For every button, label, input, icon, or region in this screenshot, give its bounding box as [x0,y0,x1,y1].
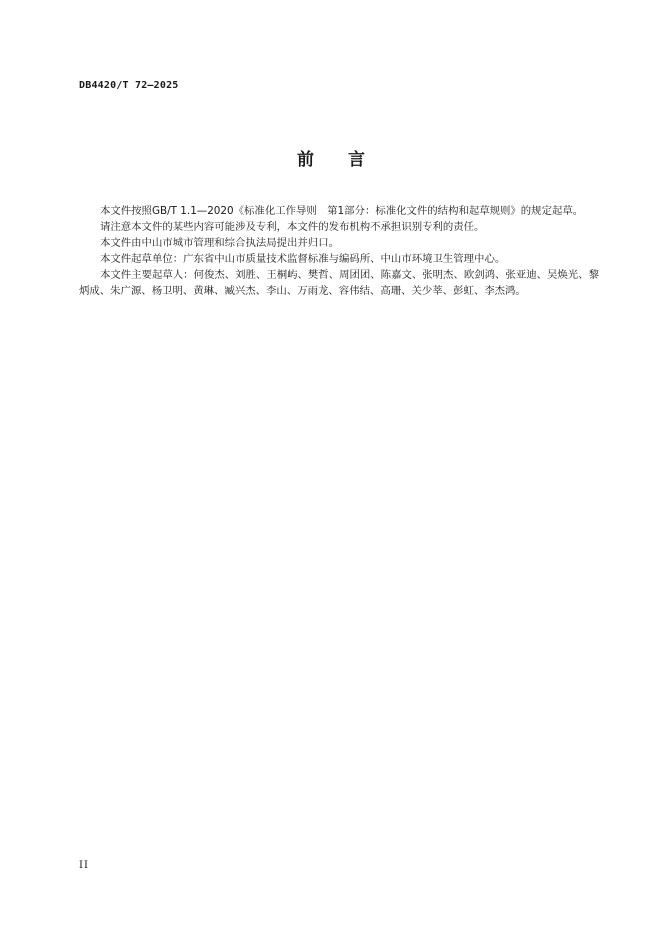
document-code: DB4420/T 72—2025 [79,80,179,91]
paragraph-drafters: 本文件主要起草人：何俊杰、刘胜、王桐屿、樊哲、周团团、陈嘉文、张明杰、欧剑鸿、张亚迪、吴焕光、黎炳成、朱广源、杨卫明、黄琳、臧兴杰、李山、万雨龙、容伟结、高珊、关少莘、彭虹、李杰鸿。 [79,269,599,297]
title-char-2: 言 [348,150,365,170]
paragraph-drafting-units: 本文件起草单位：广东省中山市质量技术监督标准与编码所、中山市环境卫生管理中心。 [100,253,506,265]
page-number: II [79,860,89,871]
paragraph-proposer: 本文件由中山市城市管理和综合执法局提出并归口。 [100,237,339,249]
document-body [79,203,599,299]
title-char-1: 前 [297,150,314,170]
page-title [0,145,662,170]
paragraph-standard-basis: 本文件按照GB/T 1.1—2020《标准化工作导则 第1部分：标准化文件的结构和起草规则》的规定起草。 [100,205,584,217]
paragraph-patent-notice: 请注意本文件的某些内容可能涉及专利，本文件的发布机构不承担识别专利的责任。 [100,221,485,233]
